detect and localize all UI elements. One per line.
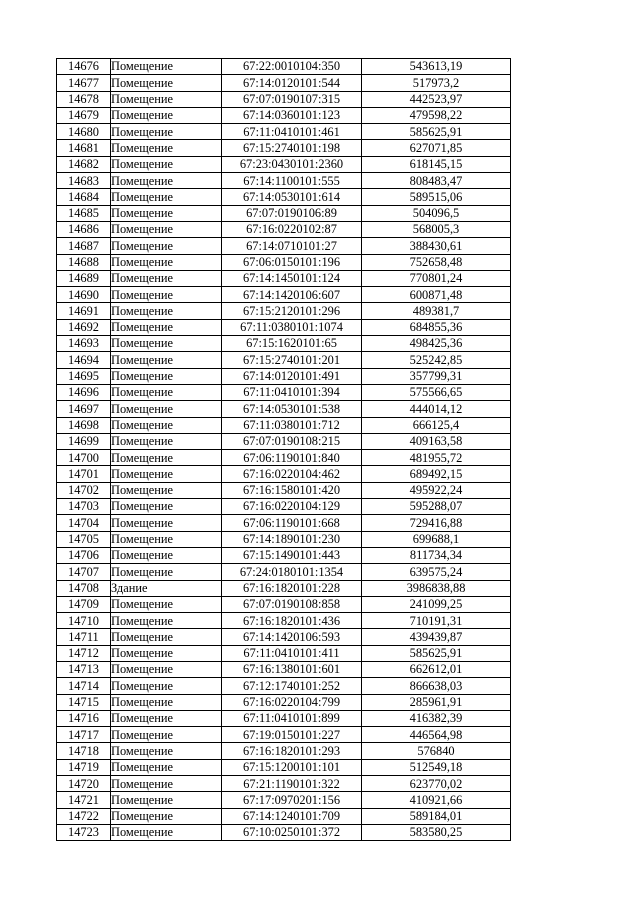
cadastral-value-cell: 512549,18 xyxy=(362,759,511,775)
row-number-cell: 14719 xyxy=(57,759,111,775)
table-row xyxy=(57,319,511,335)
row-number-cell: 14716 xyxy=(57,710,111,726)
table-row xyxy=(57,352,511,368)
table-row xyxy=(57,140,511,156)
object-type-cell: Помещение xyxy=(111,678,222,694)
row-number-cell: 14721 xyxy=(57,792,111,808)
cadastral-value-cell: 504096,5 xyxy=(362,205,511,221)
cadastral-number-cell: 67:23:0430101:2360 xyxy=(222,156,362,172)
cadastral-value-cell: 479598,22 xyxy=(362,107,511,123)
cadastral-number-cell: 67:07:0190107:315 xyxy=(222,91,362,107)
cadastral-value-cell: 481955,72 xyxy=(362,450,511,466)
cadastral-number-cell: 67:06:0150101:196 xyxy=(222,254,362,270)
row-number-cell: 14687 xyxy=(57,238,111,254)
cadastral-number-cell: 67:16:1820101:293 xyxy=(222,743,362,759)
cadastral-number-cell: 67:16:0220104:462 xyxy=(222,466,362,482)
cadastral-value-cell: 684855,36 xyxy=(362,319,511,335)
row-number-cell: 14722 xyxy=(57,808,111,824)
cadastral-number-cell: 67:11:0410101:411 xyxy=(222,645,362,661)
table-body xyxy=(57,59,511,841)
cadastral-value-cell: 627071,85 xyxy=(362,140,511,156)
cadastral-number-cell: 67:14:1100101:555 xyxy=(222,173,362,189)
table-row xyxy=(57,629,511,645)
cadastral-number-cell: 67:10:0250101:372 xyxy=(222,824,362,840)
cadastral-value-cell: 583580,25 xyxy=(362,824,511,840)
row-number-cell: 14714 xyxy=(57,678,111,694)
object-type-cell: Помещение xyxy=(111,727,222,743)
cadastral-value-cell: 699688,1 xyxy=(362,531,511,547)
row-number-cell: 14707 xyxy=(57,564,111,580)
row-number-cell: 14706 xyxy=(57,547,111,563)
cadastral-value-cell: 446564,98 xyxy=(362,727,511,743)
cadastral-value-cell: 444014,12 xyxy=(362,401,511,417)
row-number-cell: 14685 xyxy=(57,205,111,221)
cadastral-number-cell: 67:12:1740101:252 xyxy=(222,678,362,694)
object-type-cell: Помещение xyxy=(111,270,222,286)
cadastral-number-cell: 67:06:1190101:840 xyxy=(222,450,362,466)
table-row xyxy=(57,694,511,710)
row-number-cell: 14680 xyxy=(57,124,111,140)
row-number-cell: 14711 xyxy=(57,629,111,645)
cadastral-number-cell: 67:16:0220104:129 xyxy=(222,499,362,515)
table-row xyxy=(57,189,511,205)
cadastral-value-cell: 517973,2 xyxy=(362,75,511,91)
object-type-cell: Помещение xyxy=(111,287,222,303)
cadastral-value-cell: 808483,47 xyxy=(362,173,511,189)
table-row xyxy=(57,824,511,840)
cadastral-number-cell: 67:14:0530101:538 xyxy=(222,401,362,417)
object-type-cell: Помещение xyxy=(111,156,222,172)
row-number-cell: 14681 xyxy=(57,140,111,156)
row-number-cell: 14715 xyxy=(57,694,111,710)
table-row xyxy=(57,124,511,140)
cadastral-number-cell: 67:15:2740101:198 xyxy=(222,140,362,156)
cadastral-value-cell: 866638,03 xyxy=(362,678,511,694)
cadastral-value-cell: 409163,58 xyxy=(362,433,511,449)
cadastral-number-cell: 67:11:0380101:712 xyxy=(222,417,362,433)
row-number-cell: 14694 xyxy=(57,352,111,368)
object-type-cell: Помещение xyxy=(111,629,222,645)
row-number-cell: 14689 xyxy=(57,270,111,286)
object-type-cell: Помещение xyxy=(111,808,222,824)
object-type-cell: Помещение xyxy=(111,59,222,75)
row-number-cell: 14678 xyxy=(57,91,111,107)
object-type-cell: Помещение xyxy=(111,107,222,123)
cadastral-value-cell: 575566,65 xyxy=(362,384,511,400)
cadastral-value-cell: 639575,24 xyxy=(362,564,511,580)
cadastral-number-cell: 67:14:1240101:709 xyxy=(222,808,362,824)
cadastral-value-cell: 600871,48 xyxy=(362,287,511,303)
row-number-cell: 14709 xyxy=(57,596,111,612)
table-row xyxy=(57,368,511,384)
cadastral-number-cell: 67:15:1490101:443 xyxy=(222,547,362,563)
object-type-cell: Помещение xyxy=(111,433,222,449)
object-type-cell: Помещение xyxy=(111,384,222,400)
row-number-cell: 14682 xyxy=(57,156,111,172)
cadastral-value-cell: 3986838,88 xyxy=(362,580,511,596)
row-number-cell: 14710 xyxy=(57,613,111,629)
table-row xyxy=(57,482,511,498)
cadastral-value-cell: 495922,24 xyxy=(362,482,511,498)
table-row xyxy=(57,221,511,237)
cadastral-value-cell: 589515,06 xyxy=(362,189,511,205)
object-type-cell: Помещение xyxy=(111,205,222,221)
table-row xyxy=(57,661,511,677)
cadastral-value-cell: 357799,31 xyxy=(362,368,511,384)
cadastral-number-cell: 67:06:1190101:668 xyxy=(222,515,362,531)
cadastral-number-cell: 67:11:0380101:1074 xyxy=(222,319,362,335)
object-type-cell: Помещение xyxy=(111,221,222,237)
object-type-cell: Помещение xyxy=(111,661,222,677)
cadastral-number-cell: 67:17:0970201:156 xyxy=(222,792,362,808)
cadastral-number-cell: 67:22:0010104:350 xyxy=(222,59,362,75)
row-number-cell: 14676 xyxy=(57,59,111,75)
cadastral-value-cell: 689492,15 xyxy=(362,466,511,482)
object-type-cell: Помещение xyxy=(111,596,222,612)
row-number-cell: 14699 xyxy=(57,433,111,449)
row-number-cell: 14703 xyxy=(57,499,111,515)
table-row xyxy=(57,564,511,580)
cadastral-value-cell: 410921,66 xyxy=(362,792,511,808)
cadastral-value-cell: 623770,02 xyxy=(362,776,511,792)
object-type-cell: Помещение xyxy=(111,547,222,563)
cadastral-value-cell: 710191,31 xyxy=(362,613,511,629)
object-type-cell: Помещение xyxy=(111,515,222,531)
table-row xyxy=(57,173,511,189)
cadastral-number-cell: 67:16:1580101:420 xyxy=(222,482,362,498)
cadastral-value-cell: 442523,97 xyxy=(362,91,511,107)
object-type-cell: Здание xyxy=(111,580,222,596)
table-row xyxy=(57,743,511,759)
row-number-cell: 14702 xyxy=(57,482,111,498)
cadastral-value-cell: 595288,07 xyxy=(362,499,511,515)
row-number-cell: 14697 xyxy=(57,401,111,417)
cadastral-value-cell: 498425,36 xyxy=(362,336,511,352)
row-number-cell: 14683 xyxy=(57,173,111,189)
cadastral-value-cell: 568005,3 xyxy=(362,221,511,237)
object-type-cell: Помещение xyxy=(111,254,222,270)
object-type-cell: Помещение xyxy=(111,645,222,661)
table-row xyxy=(57,156,511,172)
cadastral-number-cell: 67:14:1420106:593 xyxy=(222,629,362,645)
table-row xyxy=(57,808,511,824)
row-number-cell: 14686 xyxy=(57,221,111,237)
row-number-cell: 14705 xyxy=(57,531,111,547)
cadastral-number-cell: 67:14:1450101:124 xyxy=(222,270,362,286)
object-type-cell: Помещение xyxy=(111,531,222,547)
table-row xyxy=(57,433,511,449)
table-row xyxy=(57,401,511,417)
cadastral-value-cell: 585625,91 xyxy=(362,124,511,140)
cadastral-number-cell: 67:07:0190108:215 xyxy=(222,433,362,449)
row-number-cell: 14688 xyxy=(57,254,111,270)
table-row xyxy=(57,759,511,775)
table-row xyxy=(57,515,511,531)
row-number-cell: 14691 xyxy=(57,303,111,319)
cadastral-value-cell: 416382,39 xyxy=(362,710,511,726)
table-row xyxy=(57,303,511,319)
cadastral-value-cell: 543613,19 xyxy=(362,59,511,75)
row-number-cell: 14696 xyxy=(57,384,111,400)
table-row xyxy=(57,547,511,563)
table-row xyxy=(57,91,511,107)
object-type-cell: Помещение xyxy=(111,238,222,254)
cadastral-value-cell: 439439,87 xyxy=(362,629,511,645)
cadastral-number-cell: 67:11:0410101:899 xyxy=(222,710,362,726)
cadastral-number-cell: 67:21:1190101:322 xyxy=(222,776,362,792)
cadastral-number-cell: 67:16:1820101:228 xyxy=(222,580,362,596)
row-number-cell: 14720 xyxy=(57,776,111,792)
row-number-cell: 14698 xyxy=(57,417,111,433)
object-type-cell: Помещение xyxy=(111,564,222,580)
object-type-cell: Помещение xyxy=(111,319,222,335)
cadastral-number-cell: 67:11:0410101:394 xyxy=(222,384,362,400)
object-type-cell: Помещение xyxy=(111,499,222,515)
table-row xyxy=(57,254,511,270)
cadastral-value-cell: 241099,25 xyxy=(362,596,511,612)
table-row xyxy=(57,59,511,75)
cadastral-number-cell: 67:07:0190106:89 xyxy=(222,205,362,221)
cadastral-value-cell: 729416,88 xyxy=(362,515,511,531)
table-row xyxy=(57,450,511,466)
cadastral-number-cell: 67:14:0530101:614 xyxy=(222,189,362,205)
cadastral-value-cell: 811734,34 xyxy=(362,547,511,563)
object-type-cell: Помещение xyxy=(111,189,222,205)
object-type-cell: Помещение xyxy=(111,124,222,140)
cadastral-number-cell: 67:14:0710101:27 xyxy=(222,238,362,254)
object-type-cell: Помещение xyxy=(111,792,222,808)
object-type-cell: Помещение xyxy=(111,759,222,775)
cadastral-number-cell: 67:15:2740101:201 xyxy=(222,352,362,368)
table-row xyxy=(57,75,511,91)
row-number-cell: 14695 xyxy=(57,368,111,384)
cadastral-number-cell: 67:07:0190108:858 xyxy=(222,596,362,612)
row-number-cell: 14701 xyxy=(57,466,111,482)
row-number-cell: 14718 xyxy=(57,743,111,759)
cadastral-number-cell: 67:24:0180101:1354 xyxy=(222,564,362,580)
object-type-cell: Помещение xyxy=(111,776,222,792)
object-type-cell: Помещение xyxy=(111,482,222,498)
table-row xyxy=(57,645,511,661)
table-row xyxy=(57,384,511,400)
table-row xyxy=(57,270,511,286)
cadastral-number-cell: 67:15:1200101:101 xyxy=(222,759,362,775)
cadastral-value-cell: 285961,91 xyxy=(362,694,511,710)
row-number-cell: 14717 xyxy=(57,727,111,743)
object-type-cell: Помещение xyxy=(111,824,222,840)
cadastral-value-table xyxy=(56,58,511,841)
cadastral-value-cell: 525242,85 xyxy=(362,352,511,368)
cadastral-value-cell: 752658,48 xyxy=(362,254,511,270)
cadastral-value-cell: 666125,4 xyxy=(362,417,511,433)
cadastral-value-cell: 388430,61 xyxy=(362,238,511,254)
cadastral-value-cell: 662612,01 xyxy=(362,661,511,677)
cadastral-value-cell: 618145,15 xyxy=(362,156,511,172)
cadastral-value-cell: 589184,01 xyxy=(362,808,511,824)
cadastral-number-cell: 67:14:1890101:230 xyxy=(222,531,362,547)
table-row xyxy=(57,580,511,596)
table-row xyxy=(57,499,511,515)
cadastral-number-cell: 67:16:0220102:87 xyxy=(222,221,362,237)
row-number-cell: 14723 xyxy=(57,824,111,840)
table-row xyxy=(57,205,511,221)
cadastral-number-cell: 67:16:0220104:799 xyxy=(222,694,362,710)
table-row xyxy=(57,238,511,254)
cadastral-number-cell: 67:16:1380101:601 xyxy=(222,661,362,677)
object-type-cell: Помещение xyxy=(111,91,222,107)
row-number-cell: 14704 xyxy=(57,515,111,531)
cadastral-number-cell: 67:15:1620101:65 xyxy=(222,336,362,352)
cadastral-number-cell: 67:14:0120101:544 xyxy=(222,75,362,91)
table-row xyxy=(57,107,511,123)
cadastral-number-cell: 67:16:1820101:436 xyxy=(222,613,362,629)
row-number-cell: 14708 xyxy=(57,580,111,596)
cadastral-number-cell: 67:19:0150101:227 xyxy=(222,727,362,743)
object-type-cell: Помещение xyxy=(111,401,222,417)
row-number-cell: 14700 xyxy=(57,450,111,466)
table-row xyxy=(57,287,511,303)
object-type-cell: Помещение xyxy=(111,303,222,319)
row-number-cell: 14712 xyxy=(57,645,111,661)
object-type-cell: Помещение xyxy=(111,710,222,726)
object-type-cell: Помещение xyxy=(111,466,222,482)
object-type-cell: Помещение xyxy=(111,694,222,710)
object-type-cell: Помещение xyxy=(111,417,222,433)
object-type-cell: Помещение xyxy=(111,75,222,91)
row-number-cell: 14693 xyxy=(57,336,111,352)
cadastral-value-cell: 576840 xyxy=(362,743,511,759)
cadastral-value-cell: 770801,24 xyxy=(362,270,511,286)
object-type-cell: Помещение xyxy=(111,613,222,629)
table-row xyxy=(57,466,511,482)
table-row xyxy=(57,678,511,694)
row-number-cell: 14690 xyxy=(57,287,111,303)
table-row xyxy=(57,531,511,547)
row-number-cell: 14692 xyxy=(57,319,111,335)
object-type-cell: Помещение xyxy=(111,368,222,384)
table-row xyxy=(57,776,511,792)
object-type-cell: Помещение xyxy=(111,352,222,368)
row-number-cell: 14677 xyxy=(57,75,111,91)
table-row xyxy=(57,613,511,629)
object-type-cell: Помещение xyxy=(111,173,222,189)
object-type-cell: Помещение xyxy=(111,336,222,352)
cadastral-value-cell: 489381,7 xyxy=(362,303,511,319)
cadastral-number-cell: 67:14:1420106:607 xyxy=(222,287,362,303)
cadastral-value-cell: 585625,91 xyxy=(362,645,511,661)
cadastral-number-cell: 67:14:0120101:491 xyxy=(222,368,362,384)
object-type-cell: Помещение xyxy=(111,743,222,759)
table-row xyxy=(57,710,511,726)
row-number-cell: 14679 xyxy=(57,107,111,123)
table-row xyxy=(57,336,511,352)
row-number-cell: 14713 xyxy=(57,661,111,677)
cadastral-number-cell: 67:14:0360101:123 xyxy=(222,107,362,123)
row-number-cell: 14684 xyxy=(57,189,111,205)
cadastral-number-cell: 67:11:0410101:461 xyxy=(222,124,362,140)
table-row xyxy=(57,417,511,433)
table-row xyxy=(57,596,511,612)
object-type-cell: Помещение xyxy=(111,450,222,466)
table-row xyxy=(57,792,511,808)
object-type-cell: Помещение xyxy=(111,140,222,156)
table-row xyxy=(57,727,511,743)
cadastral-number-cell: 67:15:2120101:296 xyxy=(222,303,362,319)
